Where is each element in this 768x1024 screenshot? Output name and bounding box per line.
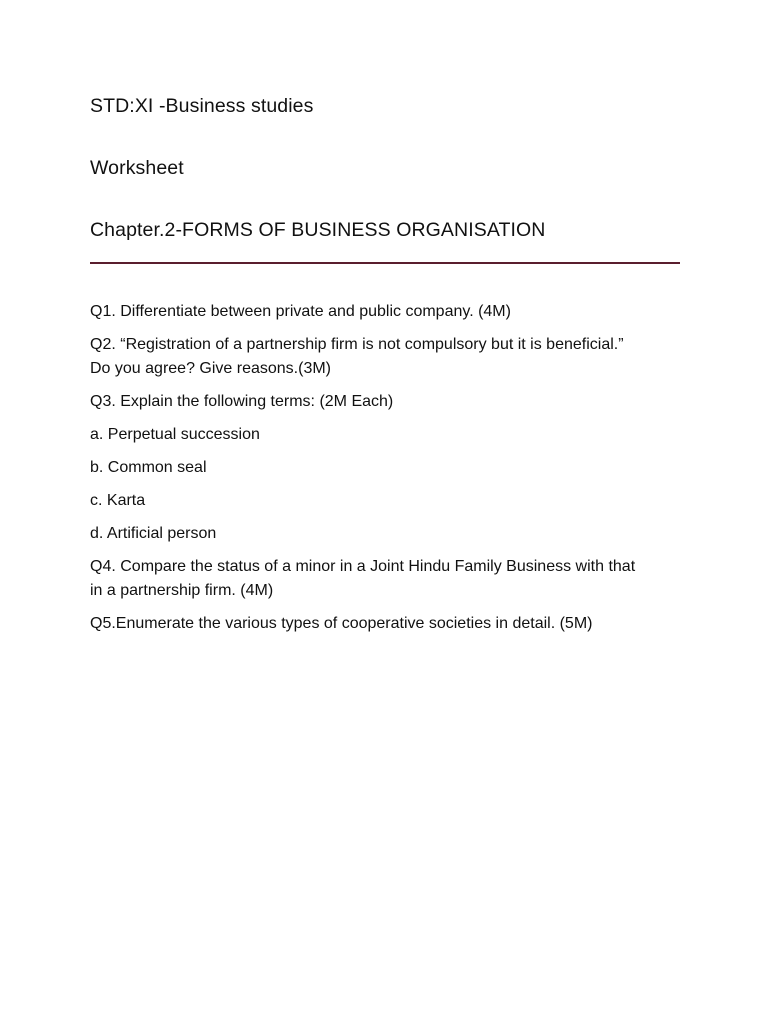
question-3-item-a: a. Perpetual succession — [90, 426, 260, 443]
question-3-item-d: d. Artificial person — [90, 525, 217, 542]
horizontal-divider — [90, 262, 680, 264]
question-5: Q5.Enumerate the various types of cooperative societies in detail. (5M) — [90, 615, 593, 632]
question-4-line-1: Q4. Compare the status of a minor in a Joint Hindu Family Business with that — [90, 558, 636, 575]
worksheet-heading: Worksheet — [90, 157, 184, 179]
question-4-line-2: in a partnership firm. (4M) — [90, 582, 274, 599]
standard-subject-heading: STD:XI -Business studies — [90, 95, 314, 117]
question-3-item-c: c. Karta — [90, 492, 146, 509]
question-3-item-b: b. Common seal — [90, 459, 207, 476]
question-4 — [90, 555, 690, 603]
question-2-line-2: Do you agree? Give reasons.(3M) — [90, 360, 331, 377]
chapter-heading: Chapter.2-FORMS OF BUSINESS ORGANISATION — [90, 219, 546, 241]
question-2-line-1: Q2. “Registration of a partnership firm is not compulsory but it is beneficial.” — [90, 336, 624, 353]
question-1: Q1. Differentiate between private and public company. (4M) — [90, 303, 511, 320]
question-2 — [90, 333, 690, 381]
question-list — [90, 300, 690, 645]
question-3: Q3. Explain the following terms: (2M Each) — [90, 393, 394, 410]
